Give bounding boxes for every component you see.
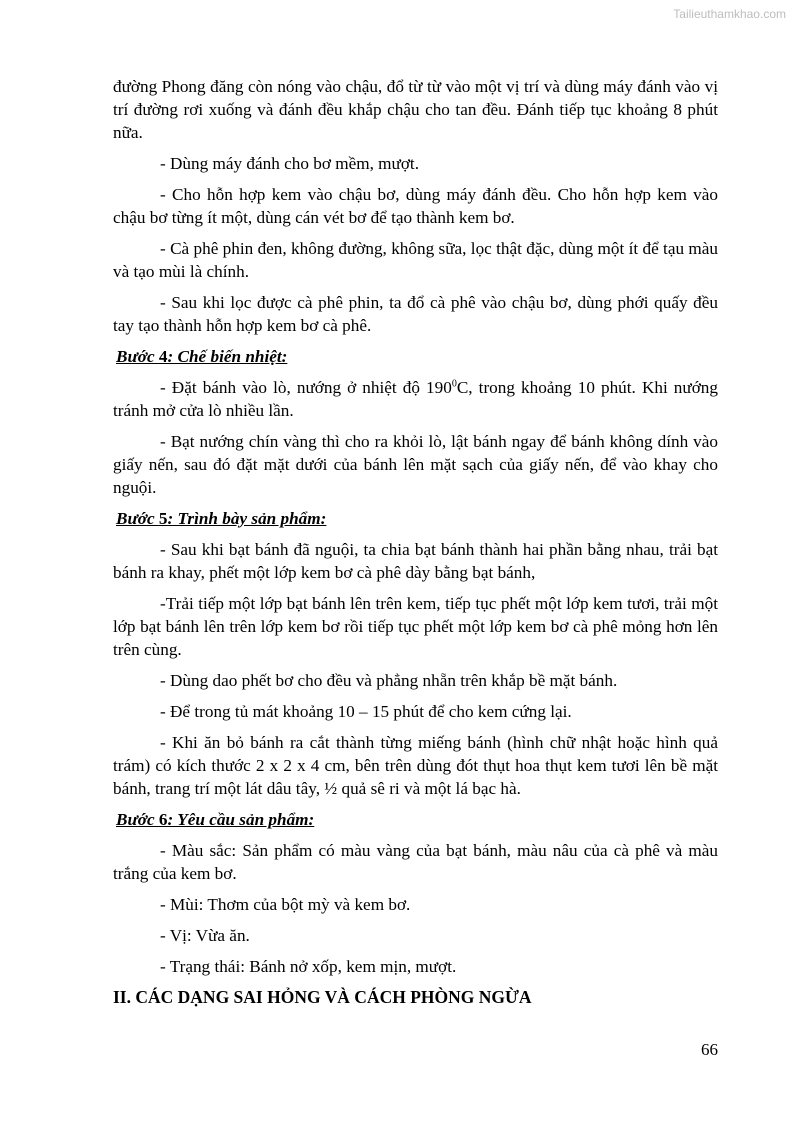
paragraph: đường Phong đăng còn nóng vào chậu, đổ từ từ vào một vị trí và dùng máy đánh vào vị trí đường rơi xuống và đánh đều khắp chậu cho tan đều. Đánh tiếp tục khoảng 8 phút nữa. (113, 77, 718, 142)
step-5-heading: Bước 5: Trình bày sản phẩm: (116, 509, 327, 528)
document-body (113, 75, 718, 1009)
paragraph: - Vị: Vừa ăn. (160, 926, 250, 945)
watermark-text: Tailieuthamkhao.com (673, 7, 786, 21)
paragraph: - Sau khi lọc được cà phê phin, ta đổ cà phê vào chậu bơ, dùng phới quấy đều tay tạo thành hỗn hợp kem bơ cà phê. (113, 293, 718, 335)
paragraph: - Khi ăn bỏ bánh ra cắt thành từng miếng bánh (hình chữ nhật hoặc hình quả trám) có kích thước 2 x 2 x 4 cm, bên trên dùng đót thụt hoa thụt kem tươi lên bề mặt bánh, trang trí một lát dâu tây, ½ quả sê ri và một lá bạc hà. (113, 733, 718, 798)
paragraph: - Để trong tủ mát khoảng 10 – 15 phút để cho kem cứng lại. (160, 702, 572, 721)
paragraph: - Trạng thái: Bánh nở xốp, kem mịn, mượt. (160, 957, 457, 976)
paragraph: -Trải tiếp một lớp bạt bánh lên trên kem, tiếp tục phết một lớp kem tươi, trải một lớp bạt bánh lên trên lớp kem bơ rồi tiếp tục phết một lớp kem bơ cà phê mỏng hơn lên trên cùng. (113, 594, 718, 659)
paragraph: - Dùng dao phết bơ cho đều và phẳng nhẵn trên khắp bề mặt bánh. (160, 671, 618, 690)
paragraph: - Bạt nướng chín vàng thì cho ra khỏi lò, lật bánh ngay để bánh không dính vào giấy nến, sau đó đặt mặt dưới của bánh lên mặt sạch của giấy nến, để vào khay cho nguội. (113, 432, 718, 497)
paragraph: - Màu sắc: Sản phẩm có màu vàng của bạt bánh, màu nâu của cà phê và màu trắng của kem bơ. (113, 841, 718, 883)
paragraph: - Cho hỗn hợp kem vào chậu bơ, dùng máy đánh đều. Cho hỗn hợp kem vào chậu bơ từng ít một, dùng cán vét bơ để tạo thành kem bơ. (113, 185, 718, 227)
paragraph: - Mùi: Thơm của bột mỳ và kem bơ. (160, 895, 411, 914)
section-heading: II. CÁC DẠNG SAI HỎNG VÀ CÁCH PHÒNG NGỪA (113, 987, 532, 1007)
paragraph: - Đặt bánh vào lò, nướng ở nhiệt độ $190^0C$, trong khoảng 10 phút. Khi nướng tránh mở cửa lò nhiều lần. (113, 378, 718, 420)
step-4-heading: Bước 4: Chế biến nhiệt: (116, 347, 288, 366)
paragraph: - Cà phê phin đen, không đường, không sữa, lọc thật đặc, dùng một ít để tạu màu và tạo mùi là chính. (113, 239, 718, 281)
paragraph: - Sau khi bạt bánh đã nguội, ta chia bạt bánh thành hai phần bằng nhau, trải bạt bánh ra khay, phết một lớp kem bơ cà phê dày bằng bạt bánh, (113, 540, 718, 582)
page-number: 66 (701, 1040, 718, 1059)
step-6-heading: Bước 6: Yêu cầu sản phẩm: (116, 810, 315, 829)
paragraph: - Dùng máy đánh cho bơ mềm, mượt. (160, 154, 420, 173)
